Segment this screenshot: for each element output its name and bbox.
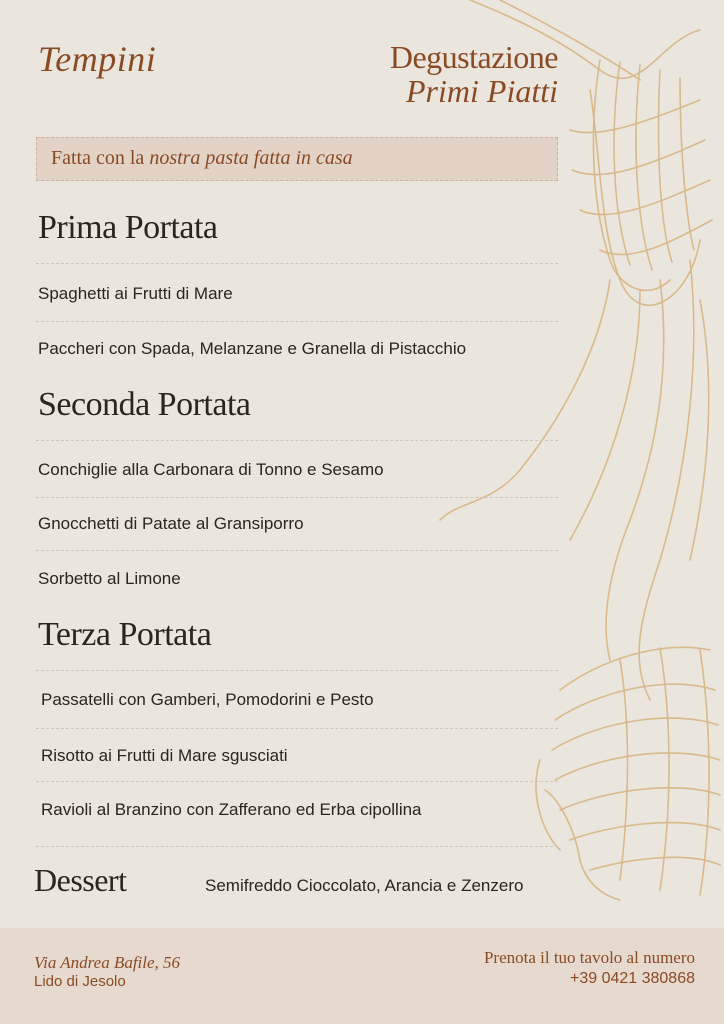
menu-item: Sorbetto al Limone [38,569,181,588]
divider [36,440,558,441]
restaurant-logo: Tempini [38,39,157,79]
menu-item: Paccheri con Spada, Melanzane e Granella di Pistacchio [38,339,467,358]
menu-title [390,40,558,108]
divider [36,670,558,671]
divider [36,846,558,847]
section-title-seconda: Seconda Portata [38,386,251,423]
divider [36,781,558,782]
divider [36,321,558,322]
tagline-banner [36,137,558,181]
divider [36,728,558,729]
menu-item: Passatelli con Gamberi, Pomodorini e Pesto [41,690,374,709]
divider [36,497,558,498]
menu-item: Conchiglie alla Carbonara di Tonno e Sesamo [38,460,384,479]
booking-text: Prenota il tuo tavolo al numero [483,948,695,967]
menu-item: Ravioli al Branzino con Zafferano ed Erba cipollina [41,800,422,819]
section-title-prima: Prima Portata [38,209,218,246]
address-street: Via Andrea Bafile, 56 [34,953,181,972]
address-city: Lido di Jesolo [34,973,126,990]
tagline-prefix: Fatta con la [51,147,145,169]
phone-number: +39 0421 380868 [569,970,695,987]
menu-item: Risotto ai Frutti di Mare sgusciati [41,746,288,765]
menu-title-line2: Primi Piatti [406,73,558,109]
menu-title-line1: Degustazione [389,39,558,75]
divider [36,263,558,264]
dessert-item: Semifreddo Cioccolato, Arancia e Zenzero [205,876,524,895]
divider [36,550,558,551]
dessert-title: Dessert [34,862,127,898]
tagline-emphasis: nostra pasta fatta in casa [149,147,353,169]
section-title-terza: Terza Portata [38,616,212,653]
menu-item: Spaghetti ai Frutti di Mare [38,284,233,303]
menu-item: Gnocchetti di Patate al Gransiporro [38,514,304,533]
